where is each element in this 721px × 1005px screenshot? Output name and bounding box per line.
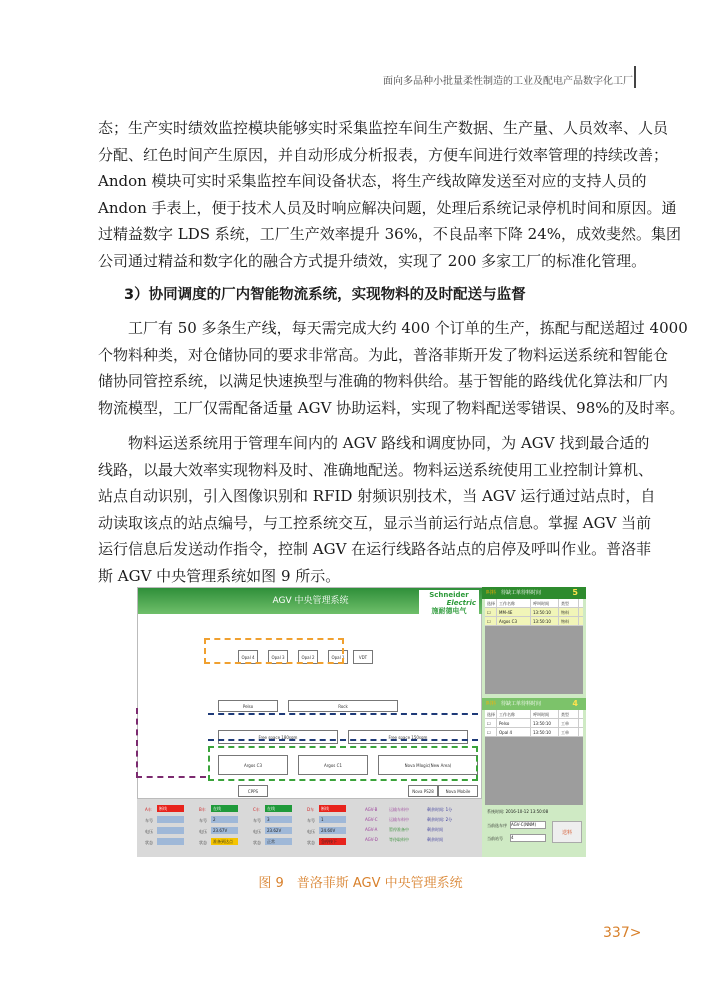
column-header: 呼叫时间 <box>531 710 559 718</box>
text-line: Andon 手表上，便于技术人员及时响应解决问题，处理后系统记录停机时间和原因。通 <box>98 198 677 217</box>
agv-route-purple <box>136 708 206 778</box>
route-agv: AGV-D <box>365 837 378 842</box>
text-line: 个物料种类，对仓储协同的要求非常高。为此，普洛菲斯开发了物料运送系统和智能仓 <box>98 345 669 364</box>
table-cell: 13:50:10 <box>531 728 559 736</box>
column-header: 选择 <box>487 712 495 717</box>
text-line: 物料运送系统用于管理车间内的 AGV 路线和调度协同，为 AGV 找到最合适的 <box>128 434 650 452</box>
agv-field-value: 1 <box>319 816 346 823</box>
header-divider <box>634 66 636 88</box>
agv-status-panel <box>137 799 482 857</box>
agv-field-label: 状态 <box>253 840 261 845</box>
system-title-bar <box>138 588 483 614</box>
route-remaining: 剩余时间 <box>427 827 443 832</box>
column-header: 类型 <box>559 710 579 718</box>
call-count: 5 <box>572 588 578 597</box>
table-row[interactable]: ☐ Opal 4 13:50:10 工单 <box>485 728 583 737</box>
map-area: Pelso <box>218 700 278 712</box>
table-row[interactable]: ☐ MM-4E 13:50:10 物料 <box>485 608 583 617</box>
agv-state-badge: 断线 <box>157 805 184 812</box>
map-area: Free space 150sqm <box>348 730 468 744</box>
agv-label: B车 <box>199 807 206 812</box>
text-line: 公司通过精益和数字化的融合方式提升绩效，实现了 200 多家工厂的标准化管理。 <box>98 252 647 270</box>
agv-field-label: 电压 <box>199 829 207 834</box>
page-number: 337> <box>603 925 642 941</box>
panel-title-bar: 叫料 待缺工单待料时间 5 <box>482 587 586 599</box>
agv-field-value: 23.67V <box>211 827 238 834</box>
agv-select-label: 当前选车序 <box>487 823 507 828</box>
route-remaining: 剩余时间: 1分 <box>427 807 453 812</box>
factory-map <box>137 587 482 799</box>
agv-field-value: 3 <box>265 816 292 823</box>
map-area: Nova Mobile <box>438 785 478 797</box>
column-header: 工作名称 <box>497 599 531 607</box>
text-line: 物流模型，工厂仅需配备适量 AGV 协助运料，实现了物料配送零错误、98%的及时率。 <box>98 398 685 417</box>
agv-field-label: 状态 <box>145 840 153 845</box>
figure-agv-system <box>137 587 586 857</box>
text-line: 分配、红色时间产生原因，并自动形成分析报表，方便车间进行效率管理的持续改善； <box>98 145 669 164</box>
table-cell: 13:50:10 <box>531 719 559 727</box>
agv-label: D车 <box>307 807 315 812</box>
map-area: Opal 1 <box>328 650 348 664</box>
agv-label: A车 <box>145 807 152 812</box>
agv-field-label: 车号 <box>253 818 261 823</box>
map-area: CPPS <box>238 785 268 797</box>
route-agv: AGV-B <box>365 807 378 812</box>
agv-state-badge: 在线 <box>211 805 238 812</box>
route-status: 运输车料中 <box>389 807 409 812</box>
agv-field-label: 状态 <box>199 840 207 845</box>
route-agv: AGV-A <box>365 827 378 832</box>
agv-field-label: 车号 <box>145 818 153 823</box>
schneider-logo: Schneider Electric 施耐德电气 <box>419 590 479 614</box>
agv-field-value: 23.62V <box>265 827 292 834</box>
agv-field-label: 电压 <box>253 829 261 834</box>
agv-route-green <box>208 746 478 781</box>
text-line: 线路，以最大效率实现物料及时、准确地配送。物料运送系统使用工业控制计算机、 <box>98 460 654 479</box>
table-cell: 物料 <box>559 608 579 616</box>
agv-field-label: 状态 <box>307 840 315 845</box>
agv-route-orange <box>204 638 344 664</box>
agv-field-value: 急停按下 <box>319 838 346 845</box>
map-area: Argos C1 <box>298 755 368 775</box>
text-line: 站点自动识别，引入图像识别和 RFID 射频识别技术，当 AGV 运行通过站点时，自 <box>98 487 656 506</box>
system-title: AGV 中央管理系统 <box>272 596 349 606</box>
section-heading: 3）协同调度的厂内智能物流系统，实现物料的及时配送与监督 <box>124 287 526 303</box>
table-cell: MM-4E <box>497 608 531 616</box>
agv-field-value <box>157 816 184 823</box>
table-cell: 工单 <box>559 728 579 736</box>
table-cell: 13:50:10 <box>531 617 559 625</box>
agv-state-badge: 在线 <box>265 805 292 812</box>
map-area: Free space 180sqm <box>218 730 338 744</box>
table-cell: Pelso <box>497 719 531 727</box>
text-line: 斯 AGV 中央管理系统如图 9 所示。 <box>98 567 341 585</box>
figure-caption: 图 9 普洛菲斯 AGV 中央管理系统 <box>258 876 463 891</box>
agv-label: C车 <box>253 807 260 812</box>
station-select[interactable]: 4 <box>510 834 546 842</box>
station-select-label: 当前站号 <box>487 836 503 841</box>
map-area: Argos C3 <box>218 755 288 775</box>
agv-state-badge: 断线 <box>319 805 346 812</box>
column-header: 类型 <box>559 599 579 607</box>
agv-field-label: 电压 <box>307 829 315 834</box>
route-agv: AGV-C <box>365 817 378 822</box>
agv-field-value <box>157 838 184 845</box>
agv-field-value: 2 <box>211 816 238 823</box>
route-remaining: 剩余时间: 2分 <box>427 817 453 822</box>
map-area: Nova Mlogic(New Area) <box>378 755 478 775</box>
agv-field-value: 正常 <box>265 838 292 845</box>
map-area: Opal 2 <box>298 650 318 664</box>
table-row[interactable]: ☐ Argos C3 13:50:10 物料 <box>485 617 583 626</box>
send-button[interactable]: 送料 <box>552 821 582 843</box>
text-line: 态；生产实时绩效监控模块能够实时采集监控车间生产数据、生产量、人员效率、人员 <box>98 119 669 137</box>
table-cell: Opal 4 <box>497 728 531 736</box>
text-line: 过精益数字 LDS 系统，工厂生产效率提升 36%，不良品率下降 24%，成效斐然。集团 <box>98 225 682 244</box>
map-area: Rock <box>288 700 398 712</box>
route-status: 运输车料中 <box>389 817 409 822</box>
route-status: 暂停准备中 <box>389 827 409 832</box>
call-table <box>485 710 583 805</box>
agv-field-value: 24.60V <box>319 827 346 834</box>
table-row[interactable]: ☐ Pelso 13:50:10 工单 <box>485 719 583 728</box>
agv-field-value <box>157 827 184 834</box>
agv-field-label: 车号 <box>307 818 315 823</box>
system-time: 系统时间: 2016-10-12 13:50:08 <box>487 809 549 814</box>
table-cell: 物料 <box>559 617 579 625</box>
agv-select[interactable]: AGV-C(NNM) <box>510 821 546 829</box>
text-line: Andon 模块可实时采集监控车间设备状态，将生产线故障发送至对应的支持人员的 <box>98 172 647 191</box>
map-area: Opal 4 <box>238 650 258 664</box>
route-status: 等待取料中 <box>389 837 409 842</box>
panel-title-bar: 叫料 待缺工单待料时间 4 <box>482 698 586 710</box>
call-count: 4 <box>572 699 578 708</box>
agv-field-value: 准备到达点 <box>211 838 238 845</box>
column-header: 工作名称 <box>497 710 531 718</box>
agv-route-blue <box>208 713 478 741</box>
map-area: Opal 3 <box>268 650 288 664</box>
text-line: 工厂有 50 多条生产线，每天需完成大约 400 个订单的生产，拣配与配送超过 4000 <box>128 319 688 337</box>
table-cell: Argos C3 <box>497 617 531 625</box>
running-header: 面向多品种小批量柔性制造的工业及配电产品数字化工厂 <box>383 76 633 87</box>
agv-field-label: 车号 <box>199 818 207 823</box>
column-header: 呼叫时间 <box>531 599 559 607</box>
column-header: 选择 <box>487 601 495 606</box>
text-line: 动读取该点的站点编号，与工控系统交互，显示当前运行站点信息。掌握 AGV 当前 <box>98 513 652 532</box>
table-cell: 工单 <box>559 719 579 727</box>
call-table <box>485 599 583 694</box>
route-remaining: 剩余时间 <box>427 837 443 842</box>
call-panels <box>482 587 586 857</box>
agv-field-label: 电压 <box>145 829 153 834</box>
text-line: 运行信息后发送动作指令，控制 AGV 在运行线路各站点的启停及呼叫作业。普洛菲 <box>98 540 652 559</box>
table-cell: 13:50:10 <box>531 608 559 616</box>
text-line: 储协同管控系统，以满足快速换型与准确的物料供给。基于智能的路线优化算法和厂内 <box>98 372 669 391</box>
map-area: Nova PS28 <box>408 785 438 797</box>
map-area: VDT <box>353 650 373 664</box>
